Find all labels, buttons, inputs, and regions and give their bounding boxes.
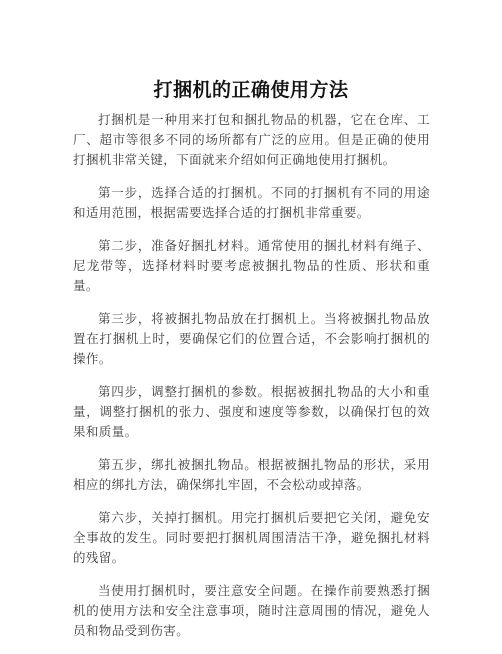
paragraph-step-5: 第五步，绑扎被捆扎物品。根据被捆扎物品的形状，采用相应的绑扎方法，确保绑扎牢固，不会松动或掉落。 [73,457,430,492]
paragraph-step-1: 第一步，选择合适的打捆机。不同的打捆机有不同的用途和适用范围，根据需要选择合适的打捆机非常重要。 [73,185,430,220]
paragraph-intro: 打捆机是一种用来打包和捆扎物品的机器，它在仓库、工厂、超市等很多不同的场所都有广泛的应用。但是正确的使用打捆机非常关键，下面就来介绍如何正确地使用打捆机。 [73,112,430,167]
paragraph-step-2: 第二步，准备好捆扎材料。通常使用的捆扎材料有绳子、尼龙带等，选择材料时要考虑被捆扎物品的性质、形状和重量。 [73,238,430,293]
paragraph-safety: 当使用打捆机时，要注意安全问题。在操作前要熟悉打捆机的使用方法和安全注意事项，随时注意周围的情况，避免人员和物品受到伤害。 [73,583,430,638]
document-body [73,110,430,654]
paragraph-step-4: 第四步，调整打捆机的参数。根据被捆扎物品的大小和重量，调整打捆机的张力、强度和速度等参数，以确保打包的效果和质量。 [73,384,430,439]
paragraph-step-6: 第六步，关掉打捆机。用完打捆机后要把它关闭，避免安全事故的发生。同时要把打捆机周围清洁干净，避免捆扎材料的残留。 [73,510,430,565]
document-title: 打捆机的正确使用方法 [153,79,349,101]
paragraph-step-3: 第三步，将被捆扎物品放在打捆机上。当将被捆扎物品放置在打捆机上时，要确保它们的位置合适，不会影响打捆机的操作。 [73,311,430,366]
